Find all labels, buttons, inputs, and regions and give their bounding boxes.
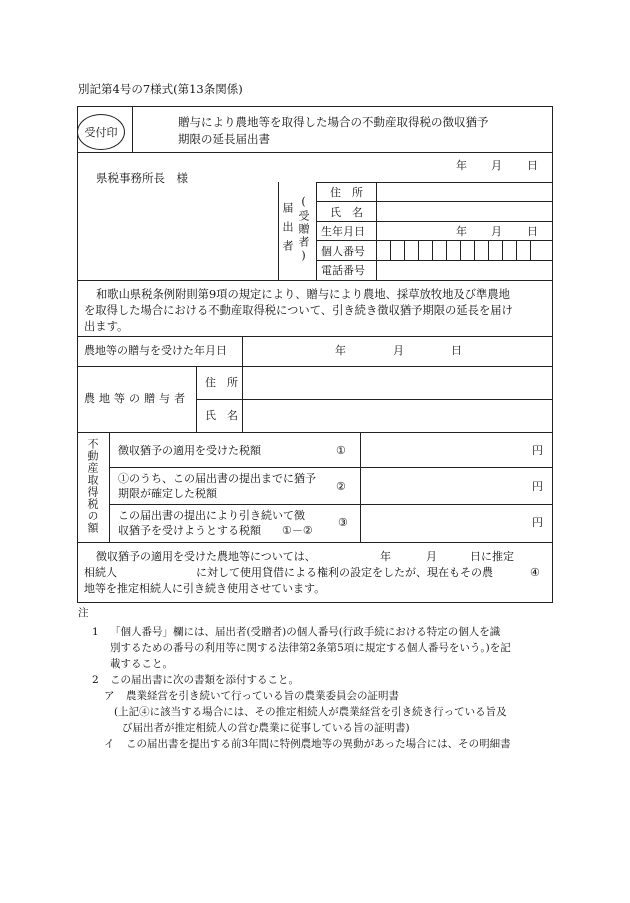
successor-text-part5: 地等を推定相続人に引き続き使用させています。 bbox=[84, 582, 326, 595]
donation-day-label: 日 bbox=[451, 344, 462, 357]
notes-heading: 注 bbox=[78, 607, 89, 619]
successor-month-label: 月 bbox=[426, 550, 437, 563]
stamp-label: 受付印 bbox=[84, 126, 118, 139]
donation-date-label: 農地等の贈与を受けた年月日 bbox=[84, 344, 227, 357]
submission-year-label: 年 bbox=[456, 159, 467, 172]
tax-row3-unit: 円 bbox=[532, 516, 543, 529]
statement-line2: を取得した場合における不動産取得税について、引き続き徴収猶予期限の延長を届け bbox=[84, 304, 513, 317]
tax-row3-formula: ①－② bbox=[282, 524, 313, 537]
successor-text-part4: に対して使用貸借による権利の設定をしたが、現在もその農 bbox=[196, 566, 493, 579]
statement-line3: 出ます。 bbox=[84, 320, 129, 333]
tax-row2-marker: ② bbox=[336, 480, 346, 493]
birth-month-label: 月 bbox=[491, 225, 502, 238]
tax-section-label: 不動産取得税の額 bbox=[86, 438, 99, 534]
note1-line1: 「個人番号」欄には、届出者(受贈者)の個人番号(行政手続における特定の個人を識 bbox=[110, 626, 501, 638]
note1-number: 1 bbox=[92, 626, 99, 638]
note2-number: 2 bbox=[92, 674, 99, 686]
applicant-birthdate-label: 生年月日 bbox=[321, 225, 365, 238]
tax-row2-unit: 円 bbox=[532, 480, 543, 493]
successor-text-part2: 日に推定 bbox=[470, 550, 514, 563]
reception-stamp-circle bbox=[77, 114, 125, 150]
note2a-line3: び届出者が推定相続人の営む農業に従事している旨の証明書) bbox=[122, 722, 410, 734]
birth-year-label: 年 bbox=[456, 225, 467, 238]
tax-row1-unit: 円 bbox=[532, 444, 543, 457]
note2b-line1: この届出書を提出する前3年間に特例農地等の異動があった場合には、その明細書 bbox=[126, 738, 511, 750]
applicant-mynumber-label: 個人番号 bbox=[321, 245, 365, 258]
note2a-line1: 農業経営を引き続いて行っている旨の農業委員会の証明書 bbox=[126, 690, 399, 702]
submission-month-label: 月 bbox=[491, 159, 502, 172]
tax-row2-label-line2: 期限が確定した税額 bbox=[118, 487, 217, 500]
note2-line1: この届出書に次の書類を添付すること。 bbox=[110, 674, 299, 686]
tax-row3-marker: ③ bbox=[338, 516, 348, 529]
note1-line2: 別するための番号の利用等に関する法律第2条第5項に規定する個人番号をいう。)を記 bbox=[110, 642, 511, 654]
submission-day-label: 日 bbox=[527, 159, 538, 172]
note1-line3: 載すること。 bbox=[110, 658, 173, 670]
donation-year-label: 年 bbox=[335, 344, 346, 357]
applicant-label: 届出者 bbox=[281, 202, 294, 259]
tax-row2-label-line1: ①のうち、この届出書の提出までに猶予 bbox=[118, 472, 316, 485]
note2a-marker: ア bbox=[104, 690, 115, 702]
tax-row3-label-line2: 収猶予を受けようとする税額 bbox=[118, 524, 261, 537]
successor-year-label: 年 bbox=[380, 550, 391, 563]
applicant-phone-label: 電話番号 bbox=[321, 264, 365, 277]
form-title-line1: 贈与により農地等を取得した場合の不動産取得税の徴収猶予 bbox=[178, 115, 489, 129]
donation-month-label: 月 bbox=[393, 344, 404, 357]
form-title-line2: 期限の延長届出書 bbox=[178, 132, 270, 146]
tax-row1-label: 徴収猶予の適用を受けた税額 bbox=[118, 444, 261, 457]
birth-day-label: 日 bbox=[527, 225, 538, 238]
successor-text-part1: 徴収猶予の適用を受けた農地等については、 bbox=[96, 550, 316, 563]
form-number: 別記第4号の7様式(第13条関係) bbox=[78, 82, 243, 96]
tax-row3-label-line1: この届出書の提出により引き続いて徴 bbox=[118, 509, 305, 522]
applicant-name-label: 氏 名 bbox=[330, 206, 363, 219]
tax-row1-marker: ① bbox=[336, 444, 346, 457]
donor-name-label: 氏 名 bbox=[205, 409, 238, 422]
note2b-marker: イ bbox=[104, 738, 115, 750]
successor-text-part3: 相続人 bbox=[84, 566, 117, 579]
donor-label: 農地等の贈与者 bbox=[84, 392, 189, 405]
donor-address-label: 住 所 bbox=[205, 376, 238, 389]
statement-line1: 和歌山県税条例附則第9項の規定により、贈与により農地、採草放牧地及び準農地 bbox=[96, 288, 510, 301]
addressee: 県税事務所長 様 bbox=[96, 171, 188, 185]
note2a-line2: (上記④に該当する場合には、その推定相続人が農業経営を引き続き行っている旨及 bbox=[114, 706, 507, 718]
applicant-sublabel: (受贈者) bbox=[297, 195, 310, 264]
successor-marker: ④ bbox=[530, 566, 540, 579]
applicant-address-label: 住 所 bbox=[330, 186, 363, 199]
